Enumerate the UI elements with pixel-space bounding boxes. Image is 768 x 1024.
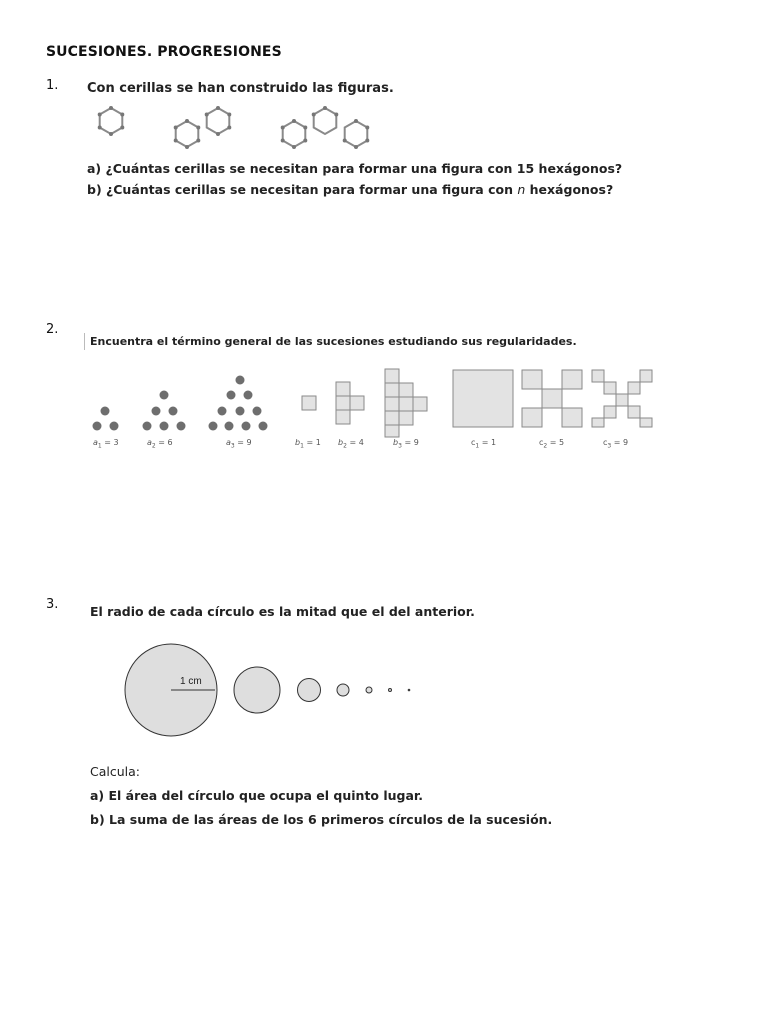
- question-1-part-a: a) ¿Cuántas cerillas se necesitan para formar una figura con 15 hexágonos?: [87, 161, 623, 176]
- question-1-part-b-suffix: hexágonos?: [525, 182, 614, 197]
- question-1-part-b-text: b) ¿Cuántas cerillas se necesitan para formar una figura con: [87, 182, 518, 197]
- label-value: = 9: [234, 438, 252, 447]
- label-subscript: 3: [607, 442, 612, 450]
- label-letter: c: [471, 438, 476, 447]
- label-value: = 6: [155, 438, 173, 447]
- question-3-intro: El radio de cada círculo es la mitad que el del anterior.: [90, 604, 475, 619]
- label-subscript: 2: [343, 442, 347, 450]
- question-2-number: 2.: [46, 322, 59, 337]
- circle-4: [337, 684, 349, 696]
- circle-3: [298, 679, 321, 702]
- calcula-label: Calcula:: [90, 764, 140, 779]
- label-value: = 5: [547, 438, 565, 447]
- question-3-part-b: b) La suma de las áreas de los 6 primeros círculos de la sucesión.: [90, 812, 553, 827]
- question-2-intro: Encuentra el término general de las sucesiones estudiando sus regularidades.: [90, 335, 577, 348]
- question-1-intro: Con cerillas se han construido las figuras.: [87, 81, 394, 96]
- label-letter: c: [539, 438, 544, 447]
- label-value: = 9: [401, 438, 419, 447]
- label-letter: b: [338, 438, 344, 447]
- page-title: SUCESIONES. PROGRESIONES: [46, 44, 282, 60]
- label-value: = 9: [611, 438, 629, 447]
- question-3-part-a: a) El área del círculo que ocupa el quinto lugar.: [90, 788, 424, 803]
- label-letter: c: [603, 438, 608, 447]
- label-subscript: 2: [151, 442, 156, 450]
- circle-7: [408, 689, 410, 691]
- label-subscript: 2: [543, 442, 548, 450]
- label-value: = 1: [479, 438, 497, 447]
- label-subscript: 1: [300, 442, 304, 450]
- label-letter: b: [295, 438, 301, 447]
- label-letter: b: [393, 438, 399, 447]
- label-subscript: 1: [475, 442, 480, 450]
- label-letter: a: [147, 438, 152, 447]
- question-3-number: 3.: [46, 597, 59, 612]
- label-subscript: 1: [97, 442, 102, 450]
- question-1-part-b-variable: n: [517, 182, 526, 197]
- label-subscript: 3: [398, 442, 402, 450]
- radius-label: 1 cm: [180, 676, 202, 687]
- label-value: = 4: [346, 438, 364, 447]
- circle-6: [389, 689, 392, 692]
- circle-2: [234, 667, 280, 713]
- label-value: = 1: [303, 438, 321, 447]
- label-value: = 3: [101, 438, 119, 447]
- label-subscript: 3: [230, 442, 235, 450]
- question-1-number: 1.: [46, 78, 59, 93]
- label-letter: a: [93, 438, 98, 447]
- circle-5: [366, 687, 372, 693]
- label-letter: a: [226, 438, 231, 447]
